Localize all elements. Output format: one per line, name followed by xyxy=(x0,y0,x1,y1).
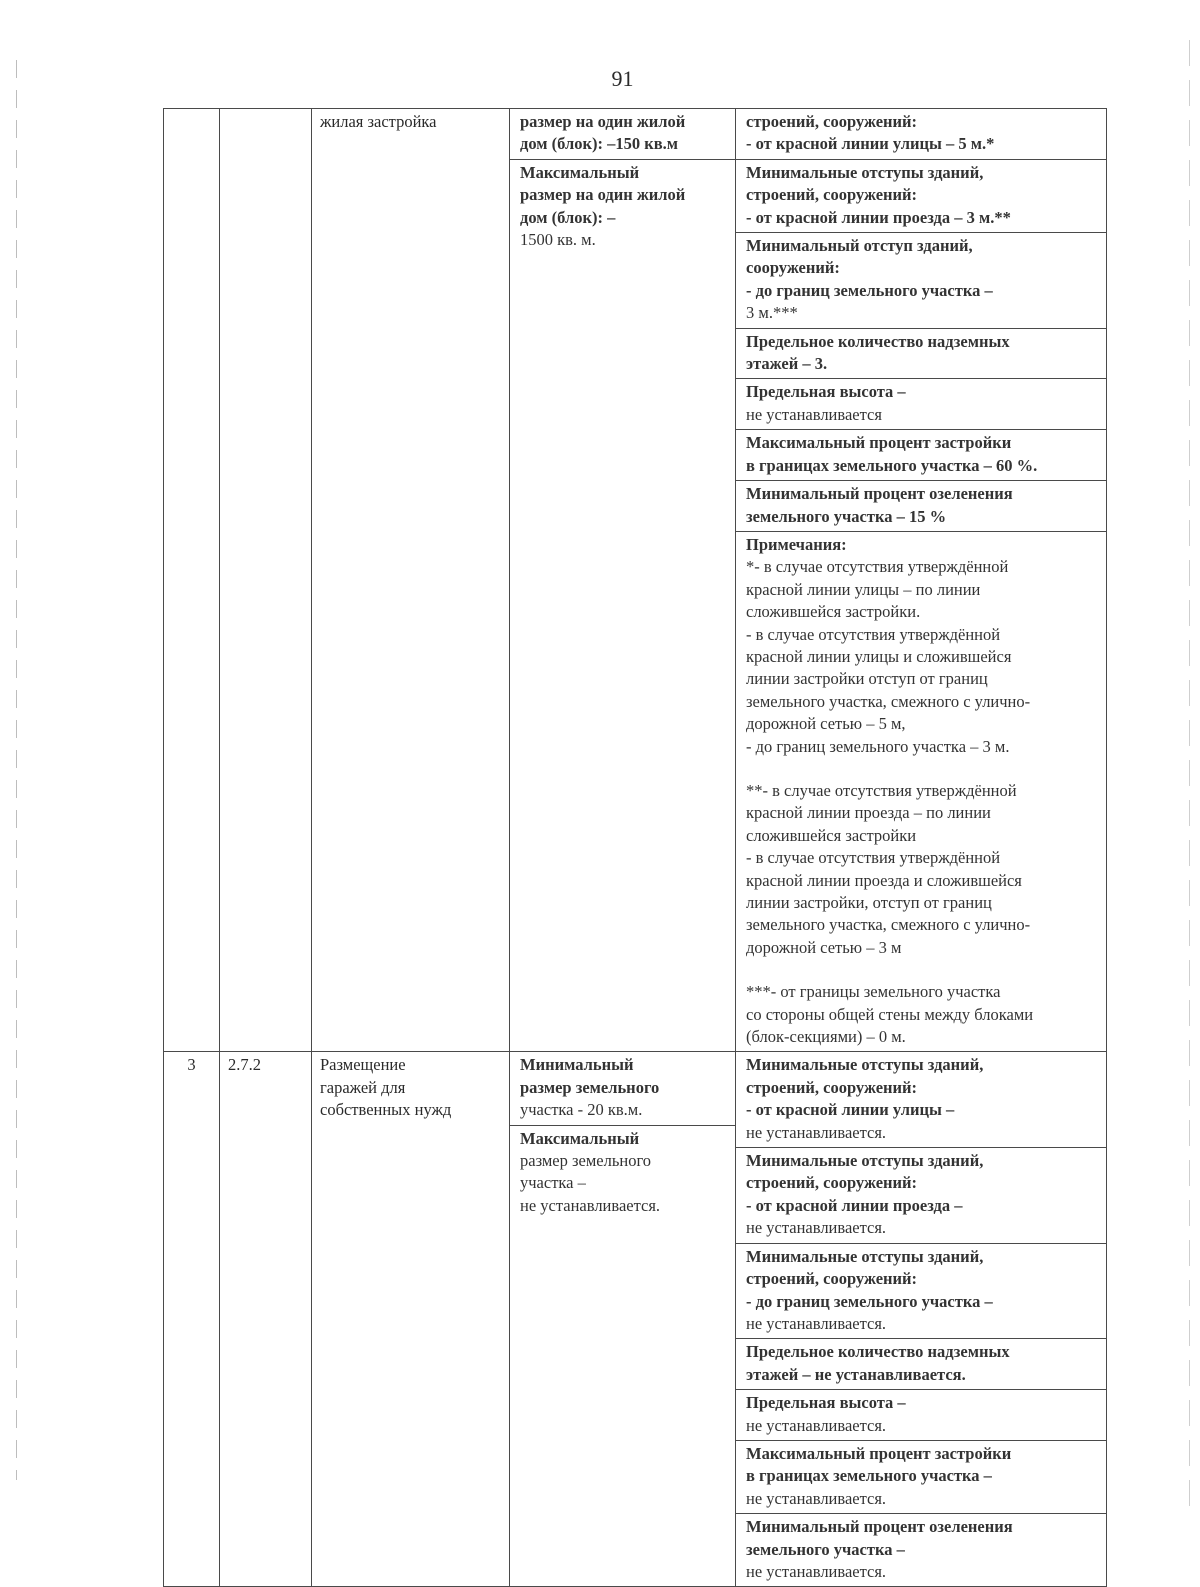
param-block xyxy=(736,1244,1106,1340)
table-row xyxy=(164,1052,1107,1587)
use-name-line: жилая застройка xyxy=(320,112,437,131)
param-line: не устанавливается. xyxy=(746,1415,887,1435)
use-name-cell xyxy=(312,1052,510,1587)
param-line: строений, сооружений: xyxy=(746,112,918,131)
param-block xyxy=(736,1514,1106,1586)
note-line: **- в случае отсутствия утверждённой xyxy=(746,780,1017,800)
param-line: не устанавливается. xyxy=(746,1218,887,1238)
param-line: не устанавливается xyxy=(746,404,882,424)
size-block xyxy=(510,1126,735,1221)
param-line: не устанавливается. xyxy=(746,1488,887,1508)
param-line: в границах земельного участка – 60 %. xyxy=(746,455,1038,475)
page-number: 91 xyxy=(611,66,634,91)
notes-block xyxy=(736,532,1106,1052)
note-line: - до границ земельного участка – 3 м. xyxy=(746,736,1010,756)
param-block xyxy=(736,430,1106,481)
size-line: Максимальный xyxy=(520,162,640,182)
param-line: Предельное количество надземных xyxy=(746,331,1010,351)
param-line: строений, сооружений: xyxy=(746,1269,918,1289)
param-line: этажей – не устанавливается. xyxy=(746,1364,966,1384)
param-block xyxy=(736,1148,1106,1244)
row-number-cell xyxy=(164,109,220,1052)
note-line: ***- от границы земельного участка xyxy=(746,982,1001,1002)
param-line: не устанавливается. xyxy=(746,1122,887,1142)
param-line: Минимальный процент озеленения xyxy=(746,1517,1013,1537)
param-line: Минимальные отступы зданий, xyxy=(746,1055,984,1075)
size-line: участка - 20 кв.м. xyxy=(520,1100,643,1120)
size-line: дом (блок): – xyxy=(520,207,616,227)
param-block xyxy=(736,329,1106,380)
params-cell xyxy=(736,109,1107,1052)
table-row xyxy=(164,109,1107,1052)
param-block xyxy=(736,1052,1106,1148)
code-cell: 2.7.2 xyxy=(220,1052,312,1587)
param-line: - до границ земельного участка – xyxy=(746,1291,993,1311)
use-name-cell xyxy=(312,109,510,1052)
note-line: красной линии улицы и сложившейся xyxy=(746,646,1012,666)
size-line: размер на один жилой xyxy=(520,112,686,131)
note-line: дорожной сетью – 5 м, xyxy=(746,714,906,734)
param-line: Максимальный процент застройки xyxy=(746,1443,1012,1463)
note-line: линии застройки, отступ от границ xyxy=(746,893,992,912)
param-block xyxy=(736,1339,1106,1390)
param-line: Минимальные отступы зданий, xyxy=(746,1151,984,1171)
param-line: - от красной линии улицы – xyxy=(746,1100,955,1120)
param-block xyxy=(736,379,1106,430)
size-line: Минимальный xyxy=(520,1055,634,1075)
note-line: земельного участка, смежного с улично- xyxy=(746,691,1031,711)
param-line: Максимальный процент застройки xyxy=(746,433,1012,453)
note-line: красной линии улицы – по линии xyxy=(746,579,981,599)
scan-edge-right xyxy=(1189,40,1190,1520)
param-line: строений, сооружений: xyxy=(746,185,918,205)
note-line: дорожной сетью – 3 м xyxy=(746,937,902,957)
param-line: сооружений: xyxy=(746,258,840,278)
size-line: дом (блок): –150 кв.м xyxy=(520,134,679,154)
size-line: не устанавливается. xyxy=(520,1195,661,1215)
size-block xyxy=(510,109,735,160)
note-line: красной линии проезда и сложившейся xyxy=(746,870,1022,890)
row-number-cell: 3 xyxy=(164,1052,220,1587)
size-block xyxy=(510,1052,735,1125)
param-line: строений, сооружений: xyxy=(746,1173,918,1193)
param-line: Минимальные отступы зданий, xyxy=(746,162,984,182)
use-name-line: собственных нужд xyxy=(320,1100,452,1120)
param-line: Минимальный процент озеленения xyxy=(746,484,1013,504)
zoning-table xyxy=(163,108,1107,1587)
size-block xyxy=(510,160,735,255)
param-line: не устанавливается. xyxy=(746,1561,887,1581)
param-block xyxy=(736,1441,1106,1514)
param-line: Предельная высота – xyxy=(746,382,906,402)
params-cell xyxy=(736,1052,1107,1587)
param-line: Предельное количество надземных xyxy=(746,1342,1010,1362)
note-line: сложившейся застройки xyxy=(746,825,917,845)
notes-heading: Примечания: xyxy=(746,534,847,554)
size-cell xyxy=(510,109,736,1052)
size-line: участка – xyxy=(520,1173,586,1193)
param-line: не устанавливается. xyxy=(746,1313,887,1333)
note-line: *- в случае отсутствия утверждённой xyxy=(746,557,1009,577)
param-line: этажей – 3. xyxy=(746,354,828,374)
size-cell xyxy=(510,1052,736,1587)
param-line: строений, сооружений: xyxy=(746,1077,918,1097)
param-line: - от красной линии улицы – 5 м.* xyxy=(746,134,995,154)
note-line: - в случае отсутствия утверждённой xyxy=(746,624,1001,644)
size-line: размер на один жилой xyxy=(520,185,686,205)
param-block xyxy=(736,233,1106,329)
code-cell xyxy=(220,109,312,1052)
size-line: 1500 кв. м. xyxy=(520,230,596,250)
param-line: в границах земельного участка – xyxy=(746,1466,992,1486)
note-line: красной линии проезда – по линии xyxy=(746,803,991,823)
size-line: размер земельного xyxy=(520,1077,660,1097)
param-block xyxy=(736,160,1106,233)
use-name-line: гаражей для xyxy=(320,1077,406,1097)
param-line: Минимальные отступы зданий, xyxy=(746,1246,984,1266)
note-line: земельного участка, смежного с улично- xyxy=(746,915,1031,935)
param-block xyxy=(736,481,1106,532)
param-line: земельного участка – xyxy=(746,1539,905,1559)
param-line: - от красной линии проезда – xyxy=(746,1195,963,1215)
param-line: - от красной линии проезда – 3 м.** xyxy=(746,207,1011,227)
use-name-line: Размещение xyxy=(320,1055,406,1075)
param-block xyxy=(736,1390,1106,1441)
param-line: Предельная высота – xyxy=(746,1393,906,1413)
note-line: - в случае отсутствия утверждённой xyxy=(746,848,1001,868)
note-line: (блок-секциями) – 0 м. xyxy=(746,1027,906,1047)
note-line: со стороны общей стены между блоками xyxy=(746,1004,1034,1024)
size-line: размер земельного xyxy=(520,1151,652,1171)
note-line: линии застройки отступ от границ xyxy=(746,669,988,689)
param-line: Минимальный отступ зданий, xyxy=(746,236,973,256)
param-line: 3 м.*** xyxy=(746,303,798,323)
param-block xyxy=(736,109,1106,160)
note-line: сложившейся застройки. xyxy=(746,602,921,622)
size-line: Максимальный xyxy=(520,1128,640,1148)
param-line: земельного участка – 15 % xyxy=(746,506,947,526)
scan-edge-left xyxy=(16,60,17,1480)
param-line: - до границ земельного участка – xyxy=(746,280,993,300)
